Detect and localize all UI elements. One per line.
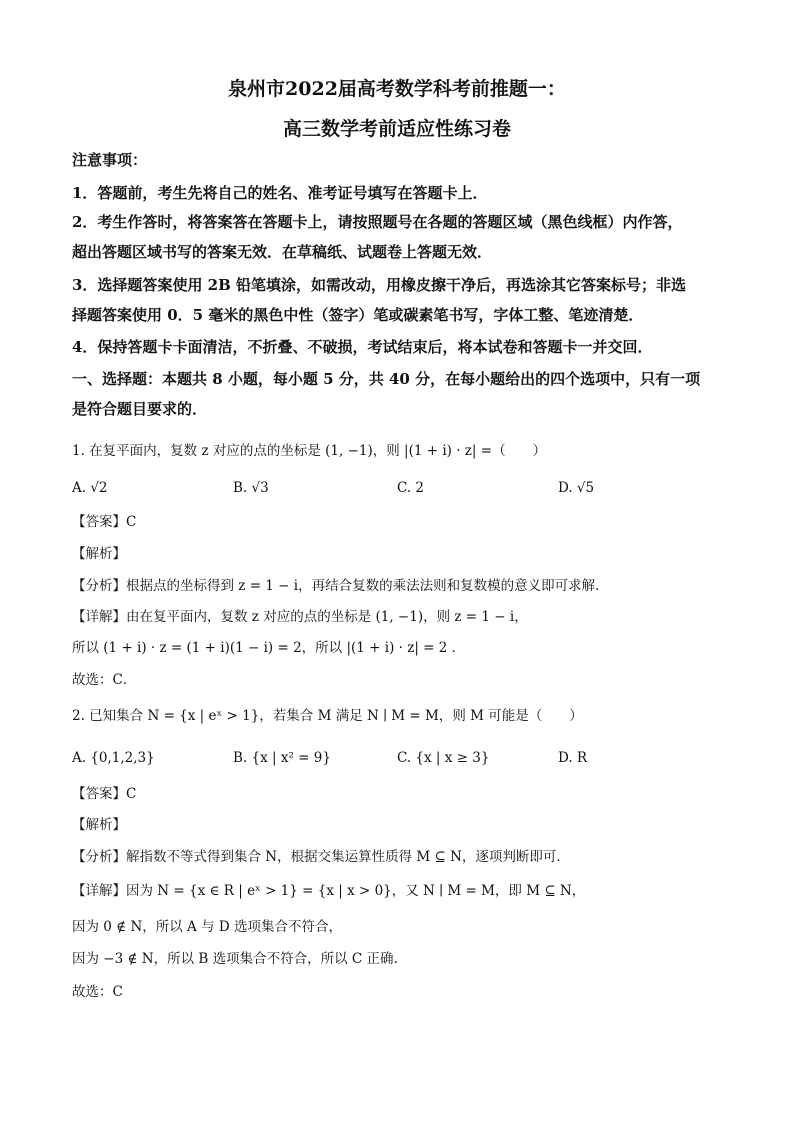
q1-option-a: A. √2 xyxy=(72,480,108,496)
section-heading-b: 是符合题目要求的． xyxy=(72,400,208,418)
q2-stem: 2. 已知集合 N = {x | eˣ > 1}，若集合 M 满足 N ∣ M = M，则 M 可能是（ ） xyxy=(72,708,583,724)
q2-analysis-label: 【解析】 xyxy=(72,817,126,833)
q1-conclusion: 故选：C． xyxy=(72,672,137,688)
notes-heading: 注意事项： xyxy=(72,151,148,169)
q2-line3: 因为 −3 ∉ N，所以 B 选项集合不符合，所以 C 正确. xyxy=(72,951,398,967)
page-title: 泉州市2022届高考数学科考前推题一： xyxy=(228,78,566,100)
section-heading-a: 一、选择题：本题共 8 小题，每小题 5 分，共 40 分，在每小题给出的四个选项中，只有一项 xyxy=(72,370,701,388)
q2-xiangjie: 【详解】因为 N = {x ∈ R | eˣ > 1} = {x | x > 0}，又 N ∣ M = M，即 M ⊆ N， xyxy=(72,883,586,899)
q1-option-b: B. √3 xyxy=(233,480,269,496)
q1-fenxi: 【分析】根据点的坐标得到 z = 1 − i，再结合复数的乘法法则和复数模的意义即可求解． xyxy=(72,578,609,594)
note-item-2b: 超出答题区域书写的答案无效．在草稿纸、试题卷上答题无效． xyxy=(72,243,493,261)
q1-option-c: C. 2 xyxy=(397,480,425,496)
page-subtitle: 高三数学考前适应性练习卷 xyxy=(282,118,511,140)
q2-option-d: D. R xyxy=(558,750,588,766)
q2-fenxi: 【分析】解指数不等式得到集合 N，根据交集运算性质得 M ⊆ N，逐项判断即可． xyxy=(72,849,570,865)
q2-option-a: A. {0,1,2,3} xyxy=(72,750,155,766)
note-item-2a: 2．考生作答时，将答案答在答题卡上，请按照题号在各题的答题区域（黑色线框）内作答， xyxy=(72,213,683,231)
q1-xiangjie: 【详解】由在复平面内，复数 z 对应的点的坐标是 (1, −1)，则 z = 1 − i， xyxy=(72,609,528,625)
q1-stem: 1. 在复平面内，复数 z 对应的点的坐标是 (1, −1)，则 |(1 + i) · z| =（ ） xyxy=(72,443,547,459)
q2-answer: 【答案】C xyxy=(72,786,137,802)
note-item-3a: 3．选择题答案使用 2B 铅笔填涂，如需改动，用橡皮擦干净后，再选涂其它答案标号；非选 xyxy=(72,276,687,294)
q2-line2: 因为 0 ∉ N，所以 A 与 D 选项集合不符合， xyxy=(72,919,343,935)
note-item-4: 4．保持答题卡卡面清洁，不折叠、不破损，考试结束后，将本试卷和答题卡一并交回． xyxy=(72,338,653,356)
q1-line2: 所以 (1 + i) · z = (1 + i)(1 − i) = 2，所以 |(1 + i) · z| = 2 ． xyxy=(72,640,466,656)
note-item-1: 1．答题前，考生先将自己的姓名、准考证号填写在答题卡上． xyxy=(72,184,488,202)
note-item-3b: 择题答案使用 0．5 毫米的黑色中性（签字）笔或碳素笔书写，字体工整、笔迹清楚． xyxy=(72,306,644,324)
q1-answer: 【答案】C xyxy=(72,514,137,530)
q1-analysis-label: 【解析】 xyxy=(72,546,126,562)
q1-option-d: D. √5 xyxy=(558,480,595,496)
q2-option-c: C. {x | x ≥ 3} xyxy=(397,750,490,766)
q2-conclusion: 故选：C xyxy=(72,984,123,1000)
q2-option-b: B. {x | x² = 9} xyxy=(233,750,331,766)
